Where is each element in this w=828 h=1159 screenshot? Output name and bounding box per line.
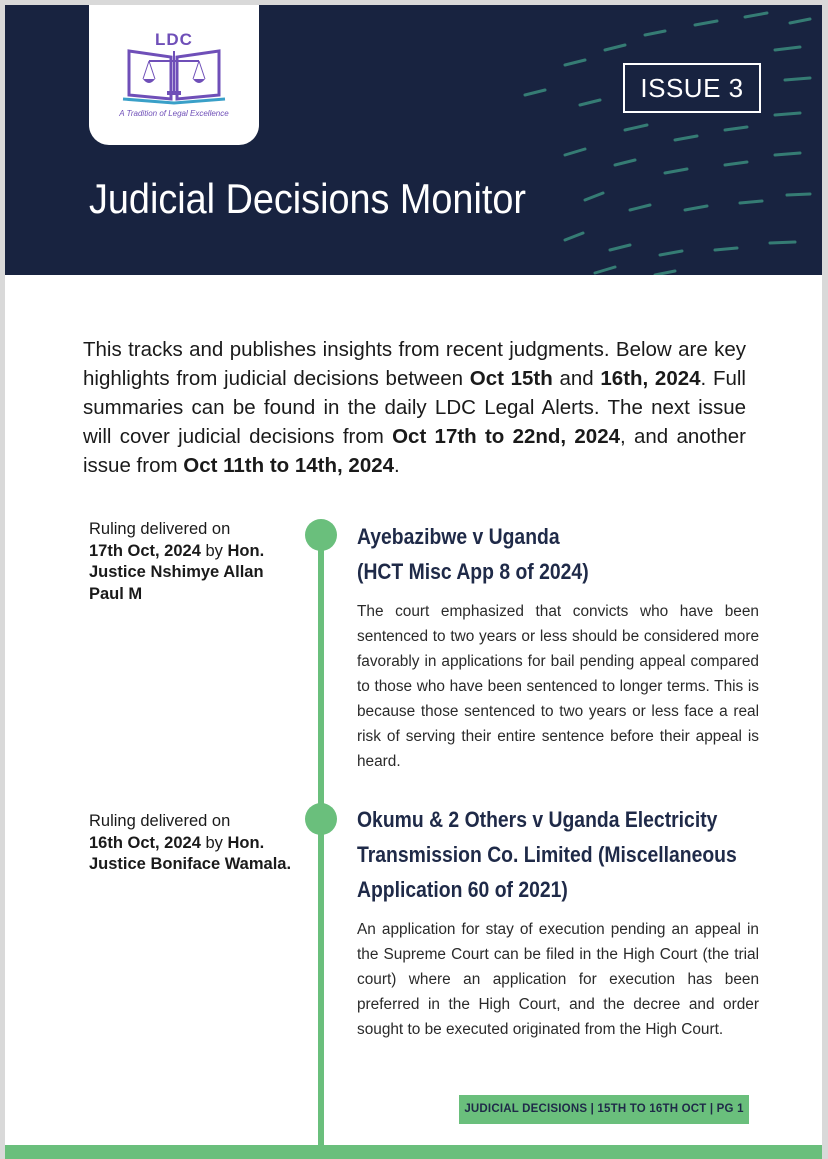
case-title <box>357 802 737 907</box>
intro-text: This tracks and publishes insights from recent judgments. Below are key highlights from judicial decisions between <box>83 338 746 390</box>
intro-paragraph <box>83 335 746 480</box>
logo-card <box>89 5 259 145</box>
timeline-dot <box>305 803 337 835</box>
intro-date-highlight: Oct 15th <box>469 367 553 390</box>
ruling-date: 16th Oct, 2024 <box>89 833 201 852</box>
logo-tagline: A Tradition of Legal Excellence <box>119 109 229 118</box>
header-banner <box>5 5 822 275</box>
timeline-dot <box>305 519 337 551</box>
case-summary: The court emphasized that convicts who have been sentenced to two years or less should be considered more favorably in applications for bail pending appeal compared to those who have been sentenced to longer terms. This is because those sentenced to two years or less face a real risk of serving their entire sentence before their appeal is heard. <box>357 603 759 770</box>
timeline-line <box>318 525 324 1159</box>
logo-wordmark: LDC <box>155 30 193 49</box>
ruling-prefix: Ruling delivered on <box>89 520 231 538</box>
scales-of-justice-icon <box>119 45 229 107</box>
intro-date-highlight: Oct 11th to 14th, 2024 <box>183 454 395 477</box>
ruling-info <box>89 811 299 876</box>
intro-text: , and another issue from <box>83 425 746 477</box>
newsletter-page <box>5 5 822 1159</box>
footer-page-tag: JUDICIAL DECISIONS | 15TH TO 16TH OCT | PG 1 <box>459 1095 749 1124</box>
ruling-by: by <box>200 541 228 560</box>
intro-date-highlight: Oct 17th to 22nd, 2024 <box>392 425 621 448</box>
page-title: Judicial Decisions Monitor <box>89 175 526 222</box>
case-title <box>357 519 727 589</box>
case-title-line: Okumu & 2 Others v Uganda Electricity <box>357 807 718 832</box>
ruling-judge: Hon. Justice Nshimye Allan Paul M <box>89 541 265 603</box>
case-title-line: Transmission Co. Limited (Miscellaneous <box>357 842 737 867</box>
ruling-prefix: Ruling delivered on <box>89 812 231 830</box>
intro-date-highlight: 16th, 2024 <box>600 367 701 390</box>
case-summary: An application for stay of execution pending an appeal in the Supreme Court can be filed in the High Court (the trial court) where an application for execution has been preferred in the High Court, and the decree and order sought to be executed originated from the High Court. <box>357 921 759 1038</box>
intro-text: . <box>394 454 400 477</box>
ruling-date: 17th Oct, 2024 <box>89 541 201 560</box>
case-title-line: Application 60 of 2021) <box>357 877 568 902</box>
intro-text: . Full summaries can be found in the daily LDC Legal Alerts. The next issue will cover judicial decisions from <box>83 367 746 448</box>
ruling-by: by <box>200 833 228 852</box>
intro-text: and <box>552 367 601 390</box>
case-title-line: (HCT Misc App 8 of 2024) <box>357 559 589 584</box>
ruling-judge: Hon. Justice Boniface Wamala. <box>89 833 292 873</box>
ruling-info <box>89 519 299 605</box>
issue-badge: ISSUE 3 <box>623 63 761 113</box>
bottom-bar <box>5 1145 822 1159</box>
case-title-line: Ayebazibwe v Uganda <box>357 524 560 549</box>
